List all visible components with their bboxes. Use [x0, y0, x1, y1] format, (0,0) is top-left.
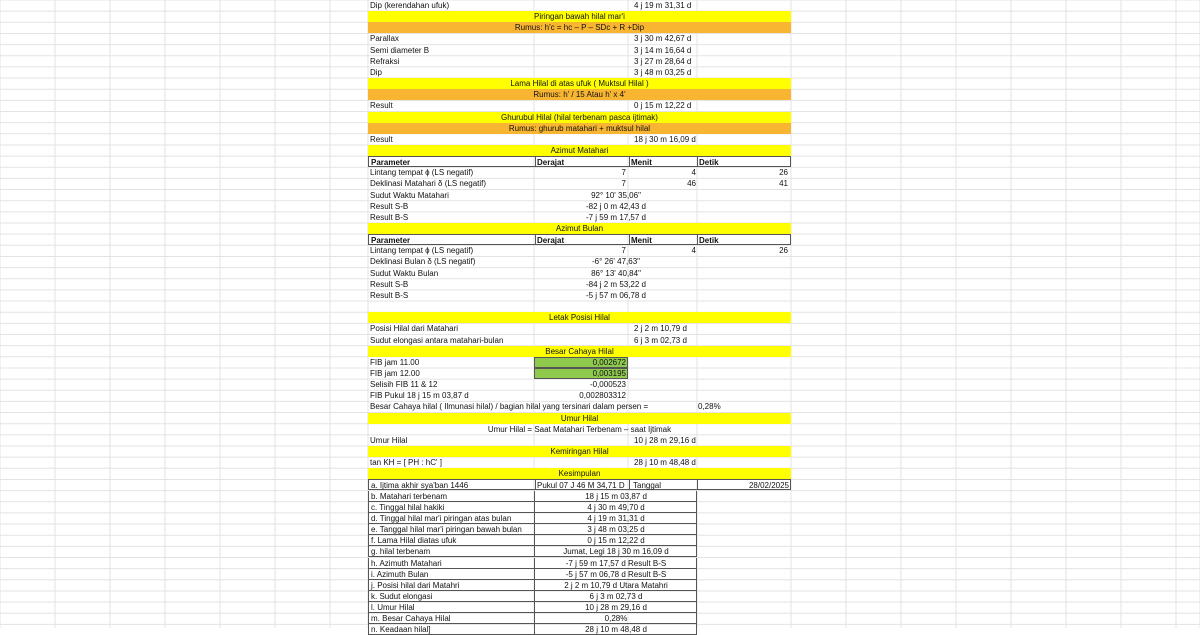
azimut-matahari-value-4: -7 j 59 m 17,57 d	[585, 212, 647, 222]
azimut-bulan-param-4: Result B-S	[370, 290, 409, 300]
azimut-bulan-header-divider	[697, 235, 698, 244]
kesimpulan-value-7: -5 j 57 m 06,78 d Result B-S	[565, 569, 667, 579]
cahaya-row-1[interactable]	[368, 368, 791, 379]
azimut-matahari-derajat-1: 7	[621, 179, 626, 189]
azimut-matahari-derajat-0: 7	[621, 168, 626, 178]
azimut-bulan-detik-0: 26	[779, 246, 788, 256]
row-12-label: Result	[370, 134, 393, 144]
kesimpulan-row-5[interactable]	[368, 546, 697, 557]
kesimpulan-value-a: Pukul 07 J 46 M 34,71 D	[537, 481, 625, 491]
cahaya-persen-row[interactable]	[368, 401, 791, 412]
azimut-matahari-row-4[interactable]	[368, 212, 791, 223]
azimut-bulan-row-2[interactable]	[368, 268, 791, 279]
band-7[interactable]	[368, 78, 791, 89]
kesimpulan-divider	[534, 580, 535, 590]
rumus-11-text: Rumus: ghurub matahari + muktsul hilal	[508, 123, 651, 133]
kesimpulan-row-9[interactable]	[368, 591, 697, 602]
kesimpulan-title-text: Kesimpulan	[558, 469, 601, 479]
azimut-matahari-header-divider	[697, 157, 698, 166]
azimut-bulan-value-2: 86° 13' 40,84"	[591, 268, 641, 278]
row-9-value: 0 j 15 m 12,22 d	[634, 101, 692, 111]
row-9-label: Result	[370, 101, 393, 111]
cahaya-value-3: 0,002803312	[579, 391, 626, 401]
kesimpulan-value-5: Jumat, Legi 18 j 30 m 16,09 d	[563, 547, 669, 557]
kemiringan-row[interactable]	[368, 457, 791, 468]
umur-row-label: Umur Hilal	[370, 435, 408, 445]
kesimpulan-divider	[534, 624, 535, 634]
kesimpulan-row-a[interactable]	[368, 479, 791, 490]
cahaya-param-2: Selisih FIB 11 & 12	[370, 380, 438, 390]
kesimpulan-row-11[interactable]	[368, 613, 697, 624]
row-0-value: 4 j 19 m 31,31 d	[634, 1, 692, 10]
kesimpulan-divider	[534, 513, 535, 523]
row-5-value: 3 j 27 m 28,64 d	[634, 56, 692, 66]
azimut-bulan-param-2: Sudut Waktu Bulan	[370, 268, 439, 278]
kesimpulan-row-3[interactable]	[368, 524, 697, 535]
umur-title-text: Umur Hilal	[560, 413, 599, 423]
azimut-matahari-param-3: Result S-B	[370, 201, 409, 211]
band-1[interactable]	[368, 11, 791, 22]
letak-value-1: 6 j 3 m 02,73 d	[634, 335, 687, 345]
row-6-value: 3 j 48 m 03,25 d	[634, 67, 692, 77]
azimut-bulan-value-1: -6° 26' 47,63"	[591, 257, 641, 267]
azimut-bulan-value-4: -5 j 57 m 06,78 d	[585, 290, 647, 300]
kesimpulan-row-0[interactable]	[368, 491, 697, 502]
band-10[interactable]	[368, 112, 791, 123]
azimut-matahari-param-4: Result B-S	[370, 212, 409, 222]
azimut-matahari-header-row[interactable]	[368, 156, 791, 167]
azimut-matahari-header-divider	[629, 157, 630, 166]
kesimpulan-divider	[534, 569, 535, 579]
kesimpulan-param-8: j. Posisi hilal dari Matahri	[371, 580, 460, 590]
azimut-bulan-title[interactable]	[368, 223, 791, 234]
kesimpulan-param-11: m. Besar Cahaya Hilal	[371, 614, 451, 624]
kesimpulan-row-7[interactable]	[368, 569, 697, 580]
azimut-bulan-row-3[interactable]	[368, 279, 791, 290]
azimut-bulan-param-0: Lintang tempat ɸ (LS negatif)	[370, 246, 474, 256]
kesimpulan-divider	[697, 480, 698, 489]
kesimpulan-value-3: 3 j 48 m 03,25 d	[587, 525, 645, 535]
kesimpulan-date: 28/02/2025	[748, 481, 789, 491]
row-5[interactable]	[368, 56, 791, 67]
row-5-label: Refraksi	[370, 56, 400, 66]
azimut-bulan-menit-0: 4	[691, 246, 696, 256]
azimut-matahari-header-0: Parameter	[371, 158, 411, 168]
kesimpulan-param-9: k. Sudut elongasi	[371, 591, 433, 601]
kesimpulan-value-9: 6 j 3 m 02,73 d	[589, 591, 643, 601]
kesimpulan-row-12[interactable]	[368, 624, 697, 635]
kesimpulan-row-4[interactable]	[368, 535, 697, 546]
letak-row-0[interactable]	[368, 323, 791, 334]
cahaya-param-1: FIB jam 12.00	[370, 368, 420, 378]
kesimpulan-param-6: h. Azimuth Matahari	[371, 558, 442, 568]
azimut-matahari-row-3[interactable]	[368, 201, 791, 212]
kesimpulan-value-2: 4 j 19 m 31,31 d	[587, 513, 645, 523]
kesimpulan-value-6: -7 j 59 m 17,57 d Result B-S	[565, 558, 667, 568]
kesimpulan-param-0: b. Matahari terbenam	[371, 491, 448, 501]
letak-param-0: Posisi Hilal dari Matahari	[370, 324, 459, 334]
rumus-2[interactable]	[368, 22, 791, 33]
band-10-text: Ghurubul Hilal (hilal terbenam pasca ijtimak)	[501, 112, 658, 122]
kesimpulan-value-8: 2 j 2 m 10,79 d Utara Matahri	[564, 580, 668, 590]
azimut-bulan-header-1: Derajat	[537, 236, 565, 246]
row-3-value: 3 j 30 m 42,67 d	[634, 34, 692, 44]
kesimpulan-divider	[534, 546, 535, 556]
kesimpulan-title[interactable]	[368, 468, 791, 479]
kemiringan-row-value: 28 j 10 m 48,48 d	[634, 458, 696, 468]
azimut-bulan-header-0: Parameter	[371, 236, 411, 246]
kesimpulan-divider	[535, 480, 536, 489]
azimut-bulan-param-1: Deklinasi Bulan δ (LS negatif)	[370, 257, 476, 267]
band-13[interactable]	[368, 145, 791, 156]
kesimpulan-value-12: 28 j 10 m 48,48 d	[585, 625, 647, 635]
azimut-bulan-derajat-0: 7	[621, 246, 626, 256]
azimut-matahari-header-3: Detik	[699, 158, 719, 168]
kemiringan-title-text: Kemiringan Hilal	[550, 447, 609, 456]
kesimpulan-divider	[629, 480, 630, 489]
kesimpulan-param-a: a. Ijtima akhir sya'ban 1446	[371, 481, 469, 491]
azimut-matahari-header-divider	[535, 157, 536, 166]
kesimpulan-row-8[interactable]	[368, 580, 697, 591]
kesimpulan-value-0: 18 j 15 m 03,87 d	[585, 491, 647, 501]
rumus-8[interactable]	[368, 89, 791, 100]
azimut-bulan-header-row[interactable]	[368, 234, 791, 245]
band-7-text: Lama Hilal di atas ufuk ( Muktsul Hilal )	[510, 79, 649, 89]
kesimpulan-divider	[534, 535, 535, 545]
kesimpulan-divider	[534, 558, 535, 568]
azimut-bulan-row-0[interactable]	[368, 245, 791, 256]
azimut-matahari-row-1[interactable]	[368, 178, 791, 189]
row-0[interactable]	[368, 0, 791, 11]
row-4[interactable]	[368, 45, 791, 56]
azimut-bulan-header-3: Detik	[699, 236, 719, 246]
umur-row[interactable]	[368, 435, 791, 446]
kesimpulan-param-2: d. Tinggal hilal mar'i piringan atas bulan	[371, 513, 512, 523]
kesimpulan-value-1: 4 j 30 m 49,70 d	[587, 502, 645, 512]
row-12-value: 18 j 30 m 16,09 d	[634, 134, 696, 144]
row-6-label: Dip	[370, 67, 383, 77]
azimut-matahari-param-1: Deklinasi Matahari δ (LS negatif)	[370, 179, 487, 189]
cahaya-row-2[interactable]	[368, 379, 791, 390]
cahaya-param-3: FIB Pukul 18 j 15 m 03,87 d	[370, 391, 469, 401]
band-13-text: Azimut Matahari	[550, 145, 609, 155]
row-0-label: Dip (kerendahan ufuk)	[370, 1, 450, 10]
umur-title[interactable]	[368, 413, 791, 424]
cahaya-row-0[interactable]	[368, 357, 791, 368]
kesimpulan-divider	[534, 613, 535, 623]
azimut-matahari-detik-0: 26	[779, 168, 788, 178]
kesimpulan-value-10: 10 j 28 m 29,16 d	[585, 603, 647, 613]
kesimpulan-row-10[interactable]	[368, 602, 697, 613]
azimut-matahari-row-0[interactable]	[368, 167, 791, 178]
azimut-bulan-value-3: -84 j 2 m 53,22 d	[585, 279, 647, 289]
azimut-bulan-header-divider	[629, 235, 630, 244]
kesimpulan-divider	[534, 502, 535, 512]
azimut-matahari-menit-1: 46	[687, 179, 696, 189]
kesimpulan-value-4: 0 j 15 m 12,22 d	[587, 536, 645, 546]
letak-param-1: Sudut elongasi antara matahari-bulan	[370, 335, 504, 345]
kesimpulan-param-4: f. Lama Hilal diatas ufuk	[371, 536, 457, 546]
band-1-text: Piringan bawah hilal mar'i	[534, 12, 625, 22]
row-4-label: Semi diameter B	[370, 45, 430, 55]
kemiringan-row-label: tan KH = [ PH : hC' ]	[370, 458, 442, 468]
kesimpulan-param-12: n. Keadaan hilal]	[371, 625, 431, 635]
azimut-matahari-menit-0: 4	[691, 168, 696, 178]
row-3[interactable]	[368, 33, 791, 44]
kesimpulan-tanggal-label: Tanggal	[633, 481, 662, 491]
letak-value-0: 2 j 2 m 10,79 d	[634, 324, 687, 334]
kesimpulan-row-6[interactable]	[368, 558, 697, 569]
umur-row-value: 10 j 28 m 29,16 d	[634, 435, 696, 445]
azimut-bulan-row-4[interactable]	[368, 290, 791, 301]
cahaya-param-0: FIB jam 11.00	[370, 357, 420, 367]
cahaya-row-3[interactable]	[368, 390, 791, 401]
kesimpulan-divider	[534, 602, 535, 612]
azimut-matahari-header-1: Derajat	[537, 158, 565, 168]
azimut-matahari-value-3: -82 j 0 m 42,43 d	[585, 201, 647, 211]
kesimpulan-divider	[534, 491, 535, 501]
cahaya-value-1: 0,003195	[592, 368, 626, 378]
kesimpulan-divider	[534, 524, 535, 534]
row-3-label: Parallax	[370, 34, 399, 44]
cahaya-persen-label: Besar Cahaya hilal ( Ilmunasi hilal) / bagian hilal yang tersinari dalam persen =	[370, 402, 649, 412]
cahaya-title[interactable]	[368, 346, 791, 357]
kesimpulan-row-2[interactable]	[368, 513, 697, 524]
row-6[interactable]	[368, 67, 791, 78]
row-4-value: 3 j 14 m 16,64 d	[634, 45, 692, 55]
kesimpulan-row-1[interactable]	[368, 502, 697, 513]
kesimpulan-param-3: e. Tanggal hilal mar'i piringan bawah bulan	[371, 525, 522, 535]
row-9[interactable]	[368, 100, 791, 111]
rumus-11[interactable]	[368, 123, 791, 134]
letak-title[interactable]	[368, 312, 791, 323]
kesimpulan-param-5: g. hilal terbenam	[371, 547, 431, 557]
kemiringan-title[interactable]	[368, 446, 791, 457]
row-12[interactable]	[368, 134, 791, 145]
rumus-2-text: Rumus: h'c = hc – P – SDc + R +Dip	[514, 23, 645, 33]
azimut-matahari-value-2: 92° 10' 35,06"	[591, 190, 641, 200]
kesimpulan-value-11: 0,28%	[604, 614, 628, 624]
azimut-bulan-header-divider	[535, 235, 536, 244]
cahaya-title-text: Besar Cahaya Hilal	[545, 346, 614, 356]
azimut-bulan-header-2: Menit	[631, 236, 652, 246]
cahaya-value-0: 0,002672	[592, 357, 626, 367]
cahaya-persen-value: 0,28%	[698, 402, 721, 412]
azimut-bulan-title-text: Azimut Bulan	[555, 224, 604, 233]
cahaya-value-2: -0,000523	[589, 380, 626, 390]
rumus-8-text: Rumus: h' / 15 Atau h' x 4'	[533, 90, 626, 100]
letak-row-1[interactable]	[368, 335, 791, 346]
azimut-matahari-param-2: Sudut Waktu Matahari	[370, 190, 449, 200]
kesimpulan-param-7: i. Azimuth Bulan	[371, 569, 429, 579]
umur-rumus: Umur Hilal = Saat Matahari Terbenam – saat Ijtimak	[487, 424, 672, 434]
azimut-matahari-detik-1: 41	[779, 179, 788, 189]
azimut-matahari-param-0: Lintang tempat ɸ (LS negatif)	[370, 168, 474, 178]
azimut-matahari-header-2: Menit	[631, 158, 652, 168]
azimut-bulan-row-1[interactable]	[368, 256, 791, 267]
azimut-bulan-param-3: Result S-B	[370, 279, 409, 289]
umur-rumus-row[interactable]	[368, 424, 791, 435]
kesimpulan-divider	[534, 591, 535, 601]
azimut-matahari-row-2[interactable]	[368, 190, 791, 201]
kesimpulan-param-10: l. Umur Hilal	[371, 603, 415, 613]
letak-title-text: Letak Posisi Hilal	[549, 313, 610, 323]
kesimpulan-param-1: c. Tinggal hilal hakiki	[371, 502, 445, 512]
